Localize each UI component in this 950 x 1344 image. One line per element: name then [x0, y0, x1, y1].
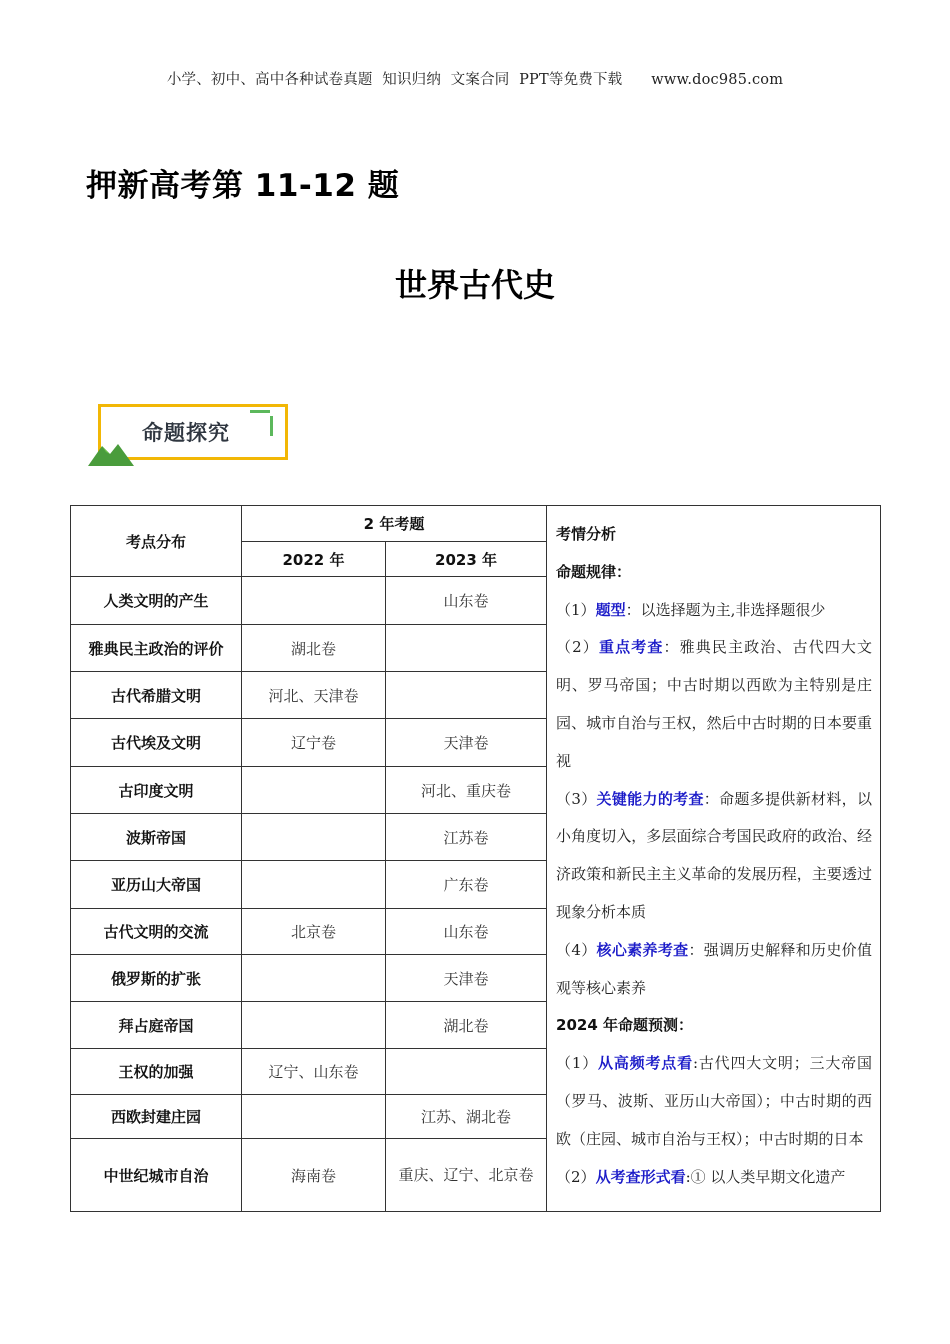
mountain-icon	[88, 436, 138, 468]
topic-cell: 西欧封建庄园	[71, 1095, 242, 1139]
year-2023-cell	[386, 1049, 547, 1095]
prediction-list	[556, 1045, 872, 1196]
topic-cell: 古代文明的交流	[71, 909, 242, 955]
analysis-item-text: 雅典民主政治、古代四大文明、罗马帝国；中古时期以西欧为主特别是庄园、城市自治与王权，然后中古时期的日本要重视	[556, 638, 873, 770]
header-year-2022: 2022 年	[242, 542, 386, 577]
topic-cell: 古代埃及文明	[71, 719, 242, 767]
analysis-item-number: （1）	[556, 600, 596, 619]
badge-label: 命题探究	[142, 421, 230, 445]
topic-cell: 拜占庭帝国	[71, 1002, 242, 1049]
analysis-item-text: ① 以人类早期文化遗产	[690, 1167, 846, 1186]
year-2023-cell: 山东卷	[386, 909, 547, 955]
rules-list	[556, 592, 872, 1008]
analysis-item-separator: ：	[703, 789, 720, 808]
section-badge	[88, 400, 298, 470]
analysis-item-text: 以选择题为主,非选择题很少	[640, 600, 826, 619]
topic-cell: 亚历山大帝国	[71, 861, 242, 909]
year-2022-cell: 海南卷	[242, 1139, 386, 1212]
analysis-title: 考情分析	[556, 525, 617, 543]
header-years-group: 2 年考题	[242, 506, 547, 542]
year-2023-cell: 广东卷	[386, 861, 547, 909]
year-2022-cell: 北京卷	[242, 909, 386, 955]
year-2022-cell: 辽宁、山东卷	[242, 1049, 386, 1095]
topic-cell: 俄罗斯的扩张	[71, 955, 242, 1002]
year-2023-cell: 湖北卷	[386, 1002, 547, 1049]
year-2023-cell: 河北、重庆卷	[386, 767, 547, 814]
topic-cell: 雅典民主政治的评价	[71, 625, 242, 672]
rules-heading: 命题规律：	[556, 562, 632, 581]
topic-cell: 波斯帝国	[71, 814, 242, 861]
analysis-item-keyword: 核心素养考查	[596, 940, 689, 959]
year-2023-cell	[386, 625, 547, 672]
badge-accent-line	[270, 416, 273, 436]
year-2023-cell: 江苏、湖北卷	[386, 1095, 547, 1139]
topic-cell: 中世纪城市自治	[71, 1139, 242, 1212]
year-2022-cell	[242, 1002, 386, 1049]
year-2023-cell: 天津卷	[386, 719, 547, 767]
analysis-item-separator: :	[692, 1054, 698, 1073]
analysis-item	[556, 932, 872, 1008]
analysis-item	[556, 1045, 872, 1158]
year-2022-cell	[242, 767, 386, 814]
topic-cell: 古代希腊文明	[71, 672, 242, 719]
year-2022-cell	[242, 1095, 386, 1139]
analysis-item	[556, 592, 872, 630]
year-2023-cell: 江苏卷	[386, 814, 547, 861]
header-topic: 考点分布	[71, 506, 242, 577]
analysis-item-keyword: 题型	[595, 600, 626, 619]
year-2022-cell	[242, 955, 386, 1002]
year-2022-cell	[242, 861, 386, 909]
analysis-item-separator: ：	[663, 638, 680, 657]
header-year-2023: 2023 年	[386, 542, 547, 577]
year-2022-cell: 湖北卷	[242, 625, 386, 672]
analysis-item	[556, 781, 872, 932]
document-title: 押新高考第 11-12 题	[86, 168, 400, 204]
topic-cell: 古印度文明	[71, 767, 242, 814]
analysis-item-keyword: 关键能力的考查	[596, 789, 704, 808]
analysis-panel	[547, 506, 881, 1212]
analysis-item	[556, 629, 872, 780]
year-2023-cell: 天津卷	[386, 955, 547, 1002]
analysis-item	[556, 1159, 872, 1197]
year-2023-cell: 山东卷	[386, 577, 547, 625]
topic-cell: 王权的加强	[71, 1049, 242, 1095]
year-2022-cell: 辽宁卷	[242, 719, 386, 767]
analysis-item-text: 命题多提供新材料，以小角度切入，多层面综合考国民政府的政治、经济政策和新民主主义革命的发展历程，主要透过现象分析本质	[556, 789, 873, 921]
prediction-heading: 2024 年命题预测：	[556, 1016, 693, 1035]
year-2022-cell	[242, 814, 386, 861]
exam-analysis-table	[70, 505, 881, 1212]
year-2023-cell: 重庆、辽宁、北京卷	[386, 1139, 547, 1212]
analysis-item-separator: :	[685, 1167, 691, 1186]
analysis-item-number: （2）	[556, 638, 599, 657]
analysis-item-text: 古代四大文明；三大帝国（罗马、波斯、亚历山大帝国）；中古时期的西欧（庄园、城市自治与王权）；中古时期的日本	[556, 1054, 873, 1148]
analysis-item-number: （1）	[556, 1054, 599, 1073]
analysis-item-keyword: 从考查形式看	[595, 1167, 686, 1186]
analysis-item-separator: ：	[625, 600, 641, 619]
analysis-item-number: （3）	[556, 789, 597, 808]
year-2022-cell: 河北、天津卷	[242, 672, 386, 719]
analysis-item-separator: ：	[688, 940, 704, 959]
document-subtitle: 世界古代史	[394, 266, 555, 304]
analysis-item-number: （2）	[556, 1167, 596, 1186]
year-2022-cell	[242, 577, 386, 625]
page-header: 小学、初中、高中各种试卷真题 知识归纳 文案合同 PPT等免费下载 www.doc985.com	[166, 72, 784, 88]
analysis-item-text: 强调历史解释和历史价值观等核心素养	[556, 940, 873, 997]
analysis-item-keyword: 重点考查	[598, 638, 664, 657]
year-2023-cell	[386, 672, 547, 719]
analysis-item-keyword: 从高频考点看	[598, 1054, 693, 1073]
badge-accent-line	[250, 410, 270, 413]
analysis-item-number: （4）	[556, 940, 597, 959]
topic-cell: 人类文明的产生	[71, 577, 242, 625]
